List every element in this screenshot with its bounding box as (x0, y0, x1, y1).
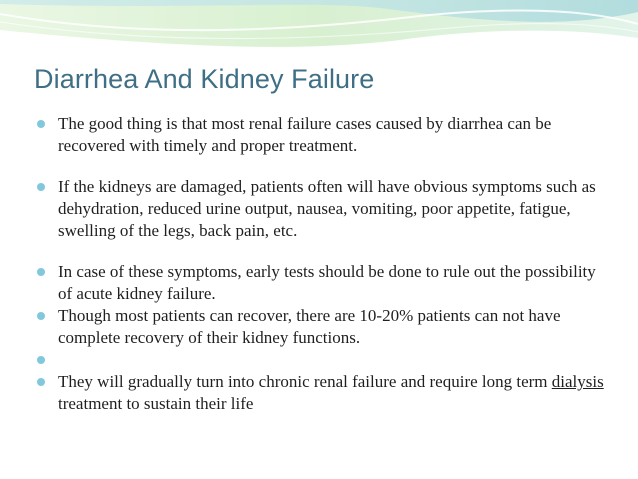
bullet-item (34, 371, 614, 415)
bullet-marker-icon (37, 183, 45, 191)
bullet-text-part: treatment to sustain their life (58, 394, 254, 413)
bullet-text: If the kidneys are damaged, patients often will have obvious symptoms such as dehydration, reduced urine output, nausea, vomiting, poor appetite, fatigue, swelling of the legs, back pain, etc. (58, 177, 596, 240)
bullet-text (58, 371, 614, 415)
bullet-item-empty (34, 349, 614, 371)
bullet-marker-icon (37, 312, 45, 320)
bullet-marker-icon (37, 268, 45, 276)
bullet-item (34, 261, 614, 305)
bullet-list (34, 113, 614, 415)
header-wave-decoration (0, 0, 638, 60)
dialysis-link[interactable]: dialysis (551, 372, 604, 391)
bullet-marker-icon (37, 356, 45, 364)
bullet-text: The good thing is that most renal failure cases caused by diarrhea can be recovered with timely and proper treatment. (58, 114, 552, 155)
bullet-item (34, 176, 614, 242)
bullet-text (58, 349, 614, 371)
bullet-item (34, 305, 614, 349)
bullet-text: Though most patients can recover, there are 10-20% patients can not have complete recovery of their kidney functions. (58, 306, 561, 347)
slide-title: Diarrhea And Kidney Failure (34, 64, 375, 94)
bullet-marker-icon (37, 378, 45, 386)
bullet-text-part: They will gradually turn into chronic renal failure and require long term (58, 372, 552, 391)
bullet-text: In case of these symptoms, early tests should be done to rule out the possibility of acute kidney failure. (58, 262, 596, 303)
bullet-item (34, 113, 614, 157)
bullet-marker-icon (37, 120, 45, 128)
